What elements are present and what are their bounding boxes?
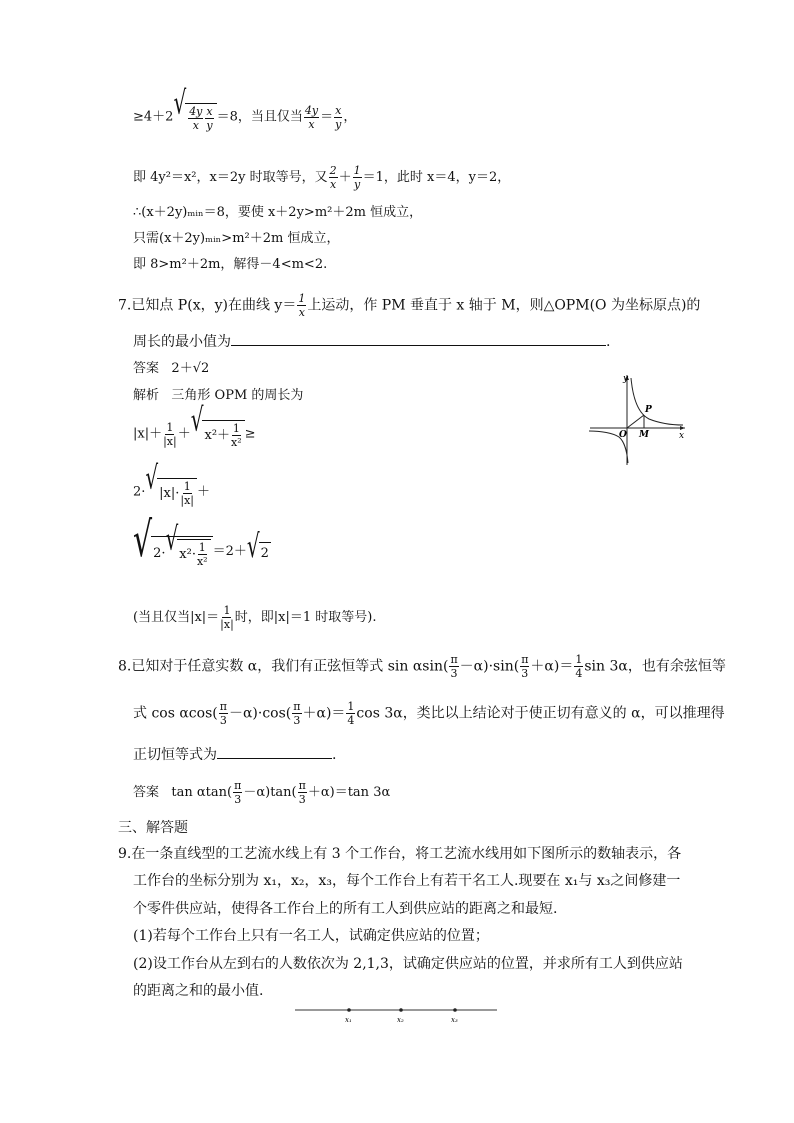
q9-line2: 工作台的坐标分别为 x₁，x₂，x₃，每个工作台上有若干名工人.现要在 x₁与 x₃之间修建一: [133, 873, 681, 889]
q7-expr3: √ 2· √ x²· $\frac{1}{\text{x²}}$ ＝2＋ √ 2: [133, 512, 269, 569]
hyperbola-graph: [585, 370, 690, 467]
answer-blank: [217, 746, 332, 759]
q9-line4: (1)若每个工作台上只有一名工人，试确定供应站的位置；: [133, 928, 489, 944]
q7-expr2: 2· √ |x|· $\frac{1}{|x|}$ ＋: [133, 458, 211, 507]
p6-line2: 即 4y²＝x²，x＝2y 时取等号，又 $\frac{2}{x}$ ＋ $\frac{1}{y}$ ＝1，此时 x＝4，y＝2，: [133, 164, 511, 191]
q9-line5: (2)设工作台从左到右的人数依次为 2,1,3，试确定供应站的位置，并求所有工人到供应站: [133, 956, 683, 972]
q7-answer: 答案 2＋√2: [133, 361, 210, 376]
svg-text:M: M: [639, 430, 649, 440]
q9-line6: 的距离之和的最小值.: [133, 983, 264, 999]
q7-expr1: |x|＋ $\frac{1}{|x|}$ ＋ √ x²＋ $\frac{1}{\text{x²}}$ ≥: [133, 400, 256, 449]
label-x2: x₂: [397, 1016, 404, 1024]
q8-line3: 正切恒等式为 .: [133, 747, 337, 763]
p6-line4: 只需(x＋2y)ₘᵢₙ>m²＋2m 恒成立，: [133, 231, 340, 246]
answer-blank: [231, 333, 606, 346]
svg-text:O: O: [619, 430, 627, 440]
q7-note: (当且仅当|x|＝ $\frac{1}{|x|}$ 时，即|x|＝1 时取等号).: [133, 604, 377, 631]
q7-stem-line2: 周长的最小值为 .: [133, 334, 611, 350]
q8-line1: 8.已知对于任意实数 α，我们有正弦恒等式 sin αsin( $\frac{\pi}{3}$ －α)·sin( $\frac{\pi}{3}$ ＋α)＝ $\frac{1}{4}$ sin 3α，也有余弦恒等: [118, 653, 726, 680]
svg-text:P: P: [645, 405, 652, 415]
q8-line2: 式 cos αcos( $\frac{\pi}{3}$ －α)·cos( $\frac{\pi}{3}$ ＋α)＝ $\frac{1}{4}$ cos 3α，类比以上结论对于使正切有意义的 α，可以推理得: [133, 700, 725, 727]
label-x1: x₁: [345, 1016, 352, 1024]
number-line: [293, 1003, 499, 1027]
point-x1: [347, 1008, 351, 1012]
q7-analysis: 解析 三角形 OPM 的周长为: [133, 388, 304, 403]
point-x3: [453, 1008, 457, 1012]
q9-line1: 9.在一条直线型的工艺流水线上有 3 个工作台，将工艺流水线用如下图所示的数轴表示，各: [118, 846, 682, 862]
p6-line3: ∴(x＋2y)ₘᵢₙ＝8，要使 x＋2y>m²＋2m 恒成立，: [133, 205, 423, 220]
svg-text:y: y: [623, 374, 629, 384]
point-x2: [399, 1008, 403, 1012]
label-x3: x₃: [451, 1016, 458, 1024]
p6-line5: 即 8>m²＋2m，解得－4<m<2.: [133, 257, 328, 272]
q9-line3: 个零件供应站，使得各工作台上的所有工人到供应站的距离之和最短.: [133, 901, 558, 917]
svg-text:x: x: [679, 431, 685, 441]
sqrt-expression: √ $\frac{4y}{x}$ $\frac{x}{y}$: [173, 103, 216, 131]
p6-line1: ≥4＋2 √ $\frac{4y}{x}$ $\frac{x}{y}$ ＝8，当且仅当 $\frac{4y}{x}$ ＝ $\frac{x}{y}$ ，: [133, 83, 357, 132]
section-title: 三、解答题: [118, 820, 188, 836]
q7-stem-line1: 7.已知点 P(x，y)在曲线 y＝ $\frac{1}{x}$ 上运动，作 PM 垂直于 x 轴于 M，则△OPM(O 为坐标原点)的: [118, 292, 701, 319]
q8-answer: 答案 tan αtan( $\frac{\pi}{3}$ －α)tan( $\frac{\pi}{3}$ ＋α)＝tan 3α: [133, 779, 391, 806]
